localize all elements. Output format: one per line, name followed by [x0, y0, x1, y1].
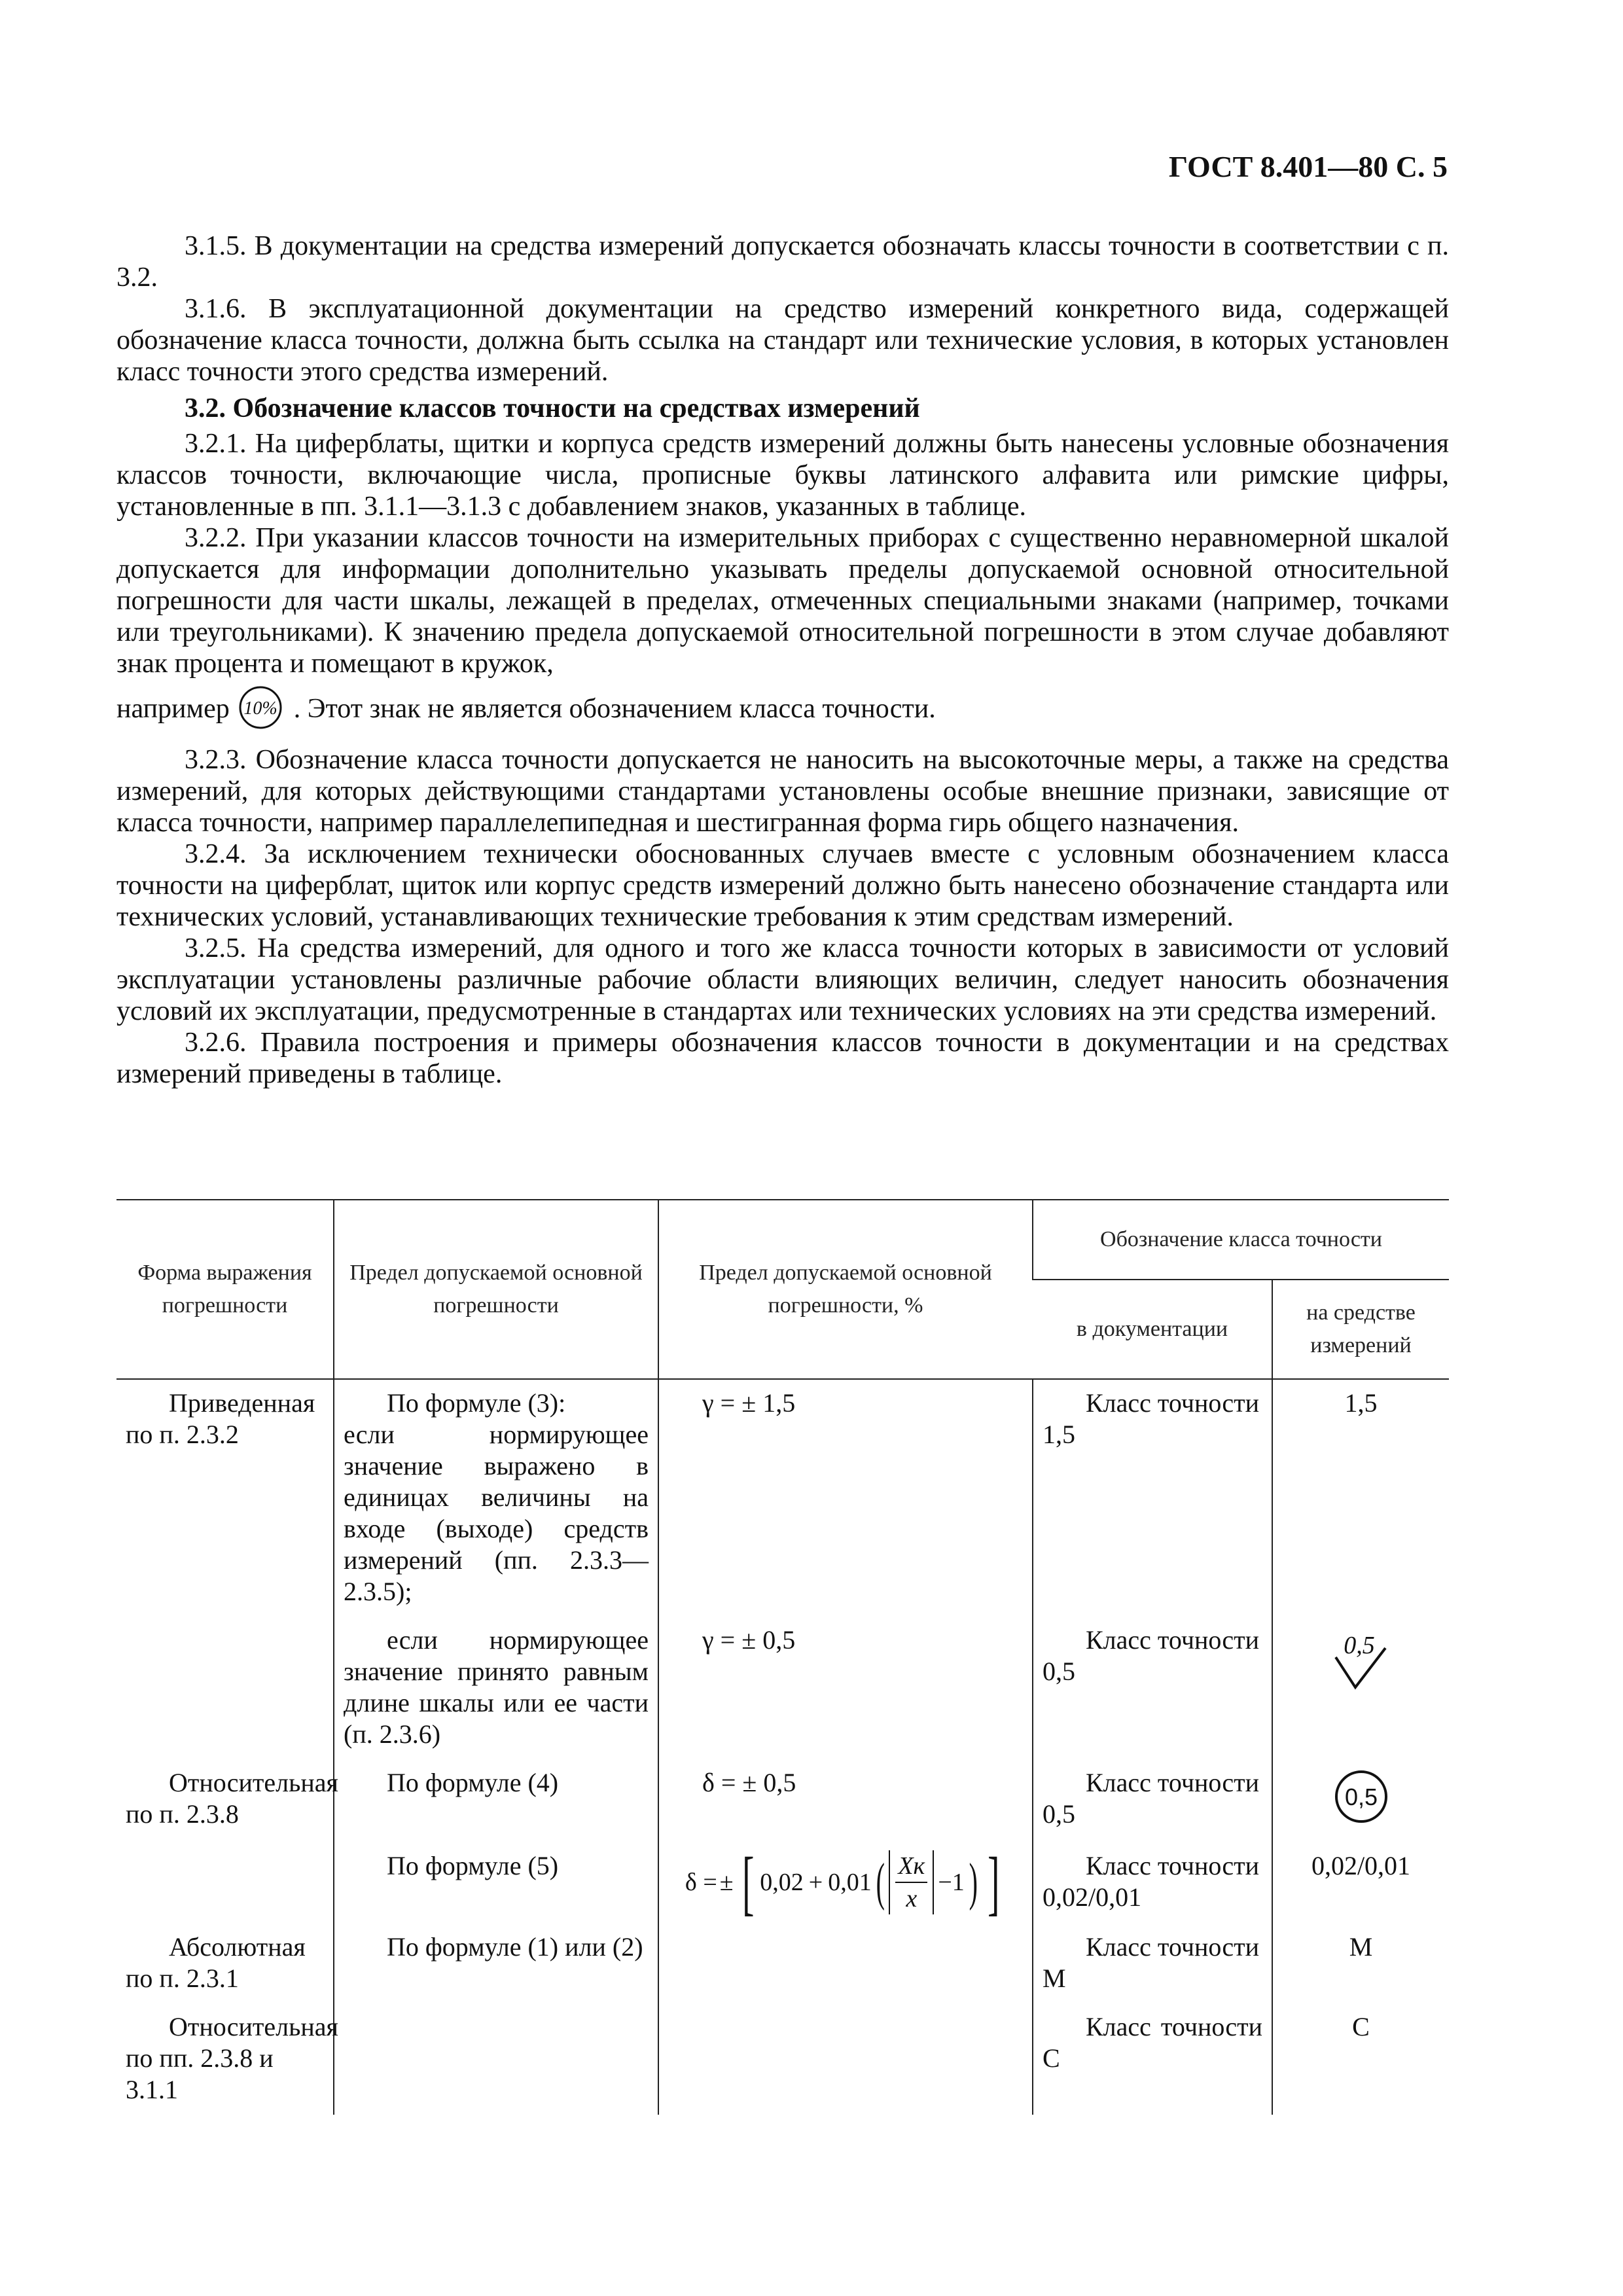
paragraph-3-1-5: 3.1.5. В документации на средства измерений допускается обозначать классы точности в соответствии с п. 3.2.	[116, 231, 1449, 293]
accuracy-class-table	[116, 1199, 1449, 2115]
doc-text: Класс точности 0,5	[1043, 1768, 1259, 1829]
cell-doc	[1033, 1924, 1272, 2003]
header-limit-percent: Предел допускаемой основной погрешности, %	[658, 1200, 1033, 1379]
paragraph-3-1-6: 3.1.6. В эксплуатационной документации на средство измерений конкретного вида, содержащей обозначение класса точности, должна быть ссылка на стандарт или технические условия, в которых установлен класс точности этого средства измерений.	[116, 294, 1449, 387]
example-note: . Этот знак не является обозначением класса точности.	[293, 694, 936, 725]
form-text: Относительная по п. 2.3.8	[126, 1768, 338, 1829]
formula-5: δ = ± [ 0,02 + 0,01 ( $\frac{Xк}{x}$ −1 ) ]	[685, 1842, 1000, 1922]
cell-limit	[334, 1617, 658, 1759]
circled-class-mark	[1332, 1767, 1391, 1826]
limit-text: По формуле (5)	[387, 1851, 559, 1880]
formula-abs	[889, 1850, 934, 1914]
cell-percent: γ = ± 1,5	[658, 1379, 1033, 1617]
paragraph-3-2-3: 3.2.3. Обозначение класса точности допускается не наносить на высокоточные меры, а также на средства измерений, для которых действующими стандартами установлены особые внешние признаки, зависящие от класса точности, например параллелепипедная и шестигранная форма гирь общего назначения.	[116, 745, 1449, 838]
paragraph-3-2-2: 3.2.2. При указании классов точности на измерительных приборах с существенно неравномерной шкалой допускается для информации дополнительно указывать пределы допускаемой основной относительной погрешности для части шкалы, лежащей в пределах, отмеченных специальными знаками (например, точками или треугольниками). К значению предела допускаемой относительной погрешности в этом случае добавляют знак процента и помещают в кружок,	[116, 523, 1449, 679]
cell-device	[1272, 1617, 1449, 1759]
cell-device	[1272, 1759, 1449, 1842]
formula-lhs: δ =	[685, 1869, 717, 1896]
formula-fraction	[895, 1850, 927, 1914]
table-row	[116, 1759, 1449, 1842]
table-row	[116, 2003, 1449, 2115]
limit-text: если нормирующее значение выражено в единицах величины на входе (выходе) средств измерений (пп. 2.3.3—2.3.5);	[344, 1420, 649, 1606]
example-label: например	[116, 694, 230, 725]
cell-doc	[1033, 1842, 1272, 1924]
formula-numerator: Xк	[895, 1850, 927, 1883]
form-text: Приведенная по п. 2.3.2	[126, 1388, 315, 1449]
cell-limit	[334, 2003, 658, 2115]
formula-pm: ±	[719, 1869, 734, 1896]
cell-percent	[658, 2003, 1033, 2115]
circled-percent-text: 10%	[243, 698, 277, 719]
table-row	[116, 1617, 1449, 1759]
cell-device: 1,5	[1272, 1379, 1449, 1617]
cell-doc	[1033, 1617, 1272, 1759]
cell-percent: δ = ± 0,5	[658, 1759, 1033, 1842]
doc-text: Класс точности 1,5	[1043, 1388, 1259, 1449]
cell-form	[116, 1759, 338, 1842]
limit-text: если нормирующее значение принято равным длине шкалы или ее части (п. 2.3.6)	[344, 1625, 649, 1749]
cell-form	[116, 1617, 334, 1759]
cell-doc	[1033, 1759, 1272, 1842]
table-row	[116, 1842, 1449, 1924]
header-on-device: на средстве измерений	[1272, 1280, 1449, 1379]
doc-text: Класс точности C	[1043, 2012, 1262, 2073]
cell-form	[116, 1379, 334, 1617]
form-text: Относительная по пп. 2.3.8 и 3.1.1	[126, 2012, 338, 2104]
cell-doc	[1033, 2003, 1272, 2115]
page-header: ГОСТ 8.401—80 С. 5	[1168, 150, 1448, 183]
checkmark-class-mark	[1325, 1624, 1397, 1696]
header-limit: Предел допускаемой основной погрешности	[334, 1200, 658, 1379]
paragraph-3-2-6: 3.2.6. Правила построения и примеры обозначения классов точности в документации и на средствах измерений приведены в таблице.	[116, 1028, 1449, 1089]
cell-form	[116, 1842, 334, 1924]
paragraph-3-2-5: 3.2.5. На средства измерений, для одного и того же класса точности которых в зависимости от условий эксплуатации установлены различные рабочие области влияющих величин, следует наносить обозначения условий их эксплуатации, предусмотренные в стандартах или технических условиях на эти средства измерений.	[116, 933, 1449, 1026]
cell-doc	[1033, 1379, 1272, 1617]
table-row	[116, 1379, 1449, 1617]
circled-class-value: 0,5	[1344, 1784, 1378, 1810]
doc-text: Класс точности 0,5	[1043, 1625, 1259, 1686]
cell-limit	[334, 1759, 658, 1842]
table-row	[116, 1924, 1449, 2003]
limit-head-text: По формуле (3):	[387, 1388, 566, 1418]
header-error-form: Форма выражения погрешности	[116, 1200, 334, 1379]
paragraph-3-2-2-example	[116, 685, 1449, 738]
formula-b: 0,01	[828, 1869, 872, 1896]
header-class-designation: Обозначение класса точности	[1033, 1200, 1449, 1280]
circled-percent-mark	[238, 685, 283, 738]
formula-a: 0,02	[760, 1869, 804, 1896]
cell-percent: γ = ± 0,5	[658, 1617, 1033, 1759]
cell-device: 0,02/0,01	[1272, 1842, 1449, 1924]
cell-form	[116, 1924, 334, 2003]
cell-device: C	[1272, 2003, 1449, 2115]
formula-plus: +	[808, 1869, 823, 1896]
paragraph-3-2-4: 3.2.4. За исключением технически обоснованных случаев вместе с условным обозначением класса точности на циферблат, щиток или корпус средств измерений должно быть нанесено обозначение стандарта или технических условий, устанавливающих технические требования к этим средствам измерений.	[116, 839, 1449, 932]
checkmark-class-value: 0,5	[1343, 1632, 1375, 1659]
limit-text: По формуле (4)	[387, 1768, 559, 1797]
doc-text: Класс точности 0,02/0,01	[1043, 1851, 1259, 1912]
cell-form	[116, 2003, 338, 2115]
header-in-documentation: в документации	[1033, 1280, 1272, 1379]
doc-text: Класс точности M	[1043, 1932, 1259, 1993]
cell-limit	[334, 1842, 658, 1924]
cell-limit	[334, 1924, 658, 2003]
formula-minus: −1	[938, 1869, 965, 1896]
document-body	[116, 230, 1449, 1090]
limit-text: По формуле (1) или (2)	[387, 1932, 643, 1962]
cell-formula	[658, 1842, 1033, 1924]
section-title-3-2: 3.2. Обозначение классов точности на средствах измерений	[185, 393, 920, 423]
cell-percent	[658, 1924, 1033, 2003]
form-text: Абсолютная по п. 2.3.1	[126, 1932, 306, 1993]
formula-denominator: x	[906, 1885, 918, 1912]
cell-limit	[334, 1379, 658, 1617]
paragraph-3-2-1: 3.2.1. На циферблаты, щитки и корпуса средств измерений должны быть нанесены условные обозначения классов точности, включающие числа, прописные буквы латинского алфавита или римские цифры, установленные в пп. 3.1.1—3.1.3 с добавлением знаков, указанных в таблице.	[116, 429, 1449, 522]
cell-device: M	[1272, 1924, 1449, 2003]
